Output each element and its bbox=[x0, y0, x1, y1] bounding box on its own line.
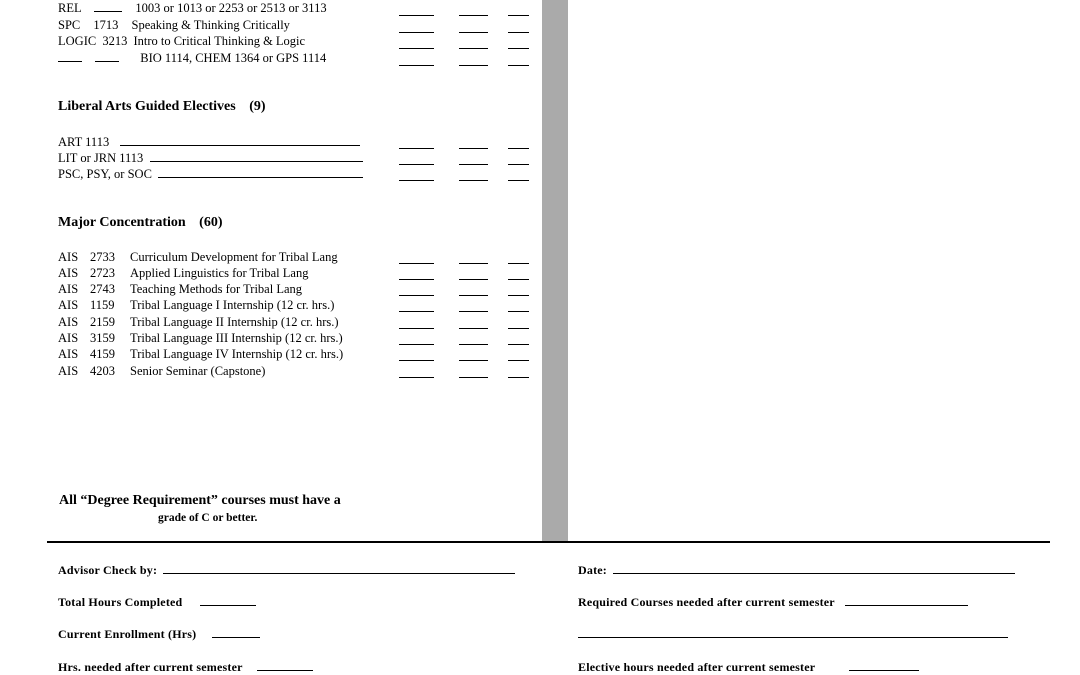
hours-blank[interactable] bbox=[459, 32, 488, 33]
semester-blank[interactable] bbox=[399, 295, 434, 296]
total-hours-input-line[interactable] bbox=[200, 594, 256, 606]
course-code-blank[interactable] bbox=[58, 51, 82, 62]
current-enrollment-field bbox=[58, 626, 260, 642]
semester-blank[interactable] bbox=[399, 164, 434, 165]
course-code: AIS bbox=[58, 315, 79, 329]
elective-hours-label: Elective hours needed after current semester bbox=[578, 660, 816, 674]
course-title: Tribal Language II Internship (12 cr. hrs.) bbox=[130, 315, 339, 329]
course-code: AIS bbox=[58, 282, 79, 296]
course-row bbox=[58, 346, 343, 362]
grade-blank[interactable] bbox=[508, 48, 529, 49]
grade-blank[interactable] bbox=[508, 164, 529, 165]
course-row bbox=[58, 0, 327, 16]
course-title: BIO 1114, CHEM 1364 or GPS 1114 bbox=[140, 51, 327, 65]
hours-blank[interactable] bbox=[459, 180, 488, 181]
elective-fill-line[interactable] bbox=[120, 135, 360, 146]
semester-blank[interactable] bbox=[399, 328, 434, 329]
current-enrollment-label: Current Enrollment (Hrs) bbox=[58, 627, 197, 641]
grade-blank[interactable] bbox=[508, 279, 529, 280]
course-code: AIS bbox=[58, 347, 79, 361]
course-title: Senior Seminar (Capstone) bbox=[130, 364, 266, 378]
hours-blank[interactable] bbox=[459, 279, 488, 280]
hours-blank[interactable] bbox=[459, 15, 488, 16]
course-number: 3159 bbox=[90, 331, 115, 345]
grade-note-line2: grade of C or better. bbox=[158, 512, 258, 524]
elective-label: ART 1113 bbox=[58, 135, 110, 149]
grade-blank[interactable] bbox=[508, 328, 529, 329]
hours-blank[interactable] bbox=[459, 311, 488, 312]
course-row bbox=[58, 33, 305, 49]
major-heading bbox=[58, 215, 223, 231]
semester-blank[interactable] bbox=[399, 148, 434, 149]
course-title: Intro to Critical Thinking & Logic bbox=[133, 34, 306, 48]
course-code: AIS bbox=[58, 250, 79, 264]
grade-blank[interactable] bbox=[508, 180, 529, 181]
grade-blank[interactable] bbox=[508, 344, 529, 345]
hours-blank[interactable] bbox=[459, 164, 488, 165]
elective-row bbox=[58, 150, 363, 166]
current-enrollment-input-line[interactable] bbox=[212, 626, 260, 638]
course-title: Applied Linguistics for Tribal Lang bbox=[130, 266, 309, 280]
course-number: 2743 bbox=[90, 282, 115, 296]
course-number: 1159 bbox=[90, 298, 115, 312]
grade-blank[interactable] bbox=[508, 311, 529, 312]
course-code: SPC bbox=[58, 18, 81, 32]
elective-hours-input-line[interactable] bbox=[849, 659, 919, 671]
course-title: Tribal Language III Internship (12 cr. hrs.) bbox=[130, 331, 343, 345]
course-row bbox=[58, 314, 339, 330]
grade-note-line1: All “Degree Requirement” courses must have a bbox=[59, 493, 341, 508]
course-title: Tribal Language IV Internship (12 cr. hrs.) bbox=[130, 347, 344, 361]
course-title: Tribal Language I Internship (12 cr. hrs.) bbox=[130, 298, 335, 312]
course-number: 2159 bbox=[90, 315, 115, 329]
semester-blank[interactable] bbox=[399, 344, 434, 345]
semester-blank[interactable] bbox=[399, 311, 434, 312]
liberal-arts-heading bbox=[58, 99, 266, 115]
hours-blank[interactable] bbox=[459, 48, 488, 49]
course-code: AIS bbox=[58, 266, 79, 280]
semester-blank[interactable] bbox=[399, 279, 434, 280]
course-code: AIS bbox=[58, 364, 79, 378]
course-row bbox=[58, 330, 343, 346]
elective-fill-line[interactable] bbox=[150, 151, 363, 162]
elective-fill-line[interactable] bbox=[158, 167, 363, 178]
semester-blank[interactable] bbox=[399, 377, 434, 378]
course-number: 2733 bbox=[90, 250, 115, 264]
section-hours: (60) bbox=[199, 215, 223, 230]
course-title: 1003 or 1013 or 2253 or 2513 or 3113 bbox=[135, 1, 327, 15]
date-field bbox=[578, 562, 1015, 578]
course-code: LOGIC bbox=[58, 34, 97, 48]
course-code: REL bbox=[58, 1, 82, 15]
hours-blank[interactable] bbox=[459, 360, 488, 361]
course-row bbox=[58, 281, 302, 297]
course-number: 1713 bbox=[93, 18, 119, 32]
hours-blank[interactable] bbox=[459, 328, 488, 329]
advisor-check-field bbox=[58, 562, 515, 578]
grade-blank[interactable] bbox=[508, 65, 529, 66]
total-hours-label: Total Hours Completed bbox=[58, 595, 183, 609]
hours-blank[interactable] bbox=[459, 148, 488, 149]
grade-blank[interactable] bbox=[508, 263, 529, 264]
semester-blank[interactable] bbox=[399, 32, 434, 33]
semester-blank[interactable] bbox=[399, 180, 434, 181]
course-row bbox=[58, 50, 326, 66]
elective-hours-field bbox=[578, 659, 919, 675]
course-row bbox=[58, 249, 338, 265]
hrs-needed-label: Hrs. needed after current semester bbox=[58, 660, 243, 674]
section-divider bbox=[47, 541, 1050, 543]
course-number: 3213 bbox=[102, 34, 128, 48]
section-hours: (9) bbox=[249, 99, 266, 114]
advisor-input-line[interactable] bbox=[163, 562, 515, 574]
course-number-blank[interactable] bbox=[94, 1, 122, 12]
section-title: Major Concentration bbox=[58, 215, 186, 230]
hours-blank[interactable] bbox=[459, 65, 488, 66]
grade-blank[interactable] bbox=[508, 295, 529, 296]
required-courses-label: Required Courses needed after current semester bbox=[578, 595, 835, 609]
date-label: Date: bbox=[578, 563, 607, 577]
required-courses-extra-line[interactable] bbox=[578, 637, 1008, 638]
course-number-blank[interactable] bbox=[95, 51, 119, 62]
hours-blank[interactable] bbox=[459, 295, 488, 296]
semester-blank[interactable] bbox=[399, 360, 434, 361]
semester-blank[interactable] bbox=[399, 48, 434, 49]
course-number: 4203 bbox=[90, 364, 115, 378]
course-number: 2723 bbox=[90, 266, 115, 280]
grade-blank[interactable] bbox=[508, 32, 529, 33]
hours-blank[interactable] bbox=[459, 263, 488, 264]
required-courses-input-line[interactable] bbox=[845, 594, 968, 606]
total-hours-field bbox=[58, 594, 256, 610]
section-title: Liberal Arts Guided Electives bbox=[58, 99, 236, 114]
semester-blank[interactable] bbox=[399, 263, 434, 264]
grade-blank[interactable] bbox=[508, 360, 529, 361]
required-courses-field bbox=[578, 594, 968, 610]
course-title: Teaching Methods for Tribal Lang bbox=[130, 282, 303, 296]
course-title: Curriculum Development for Tribal Lang bbox=[130, 250, 338, 264]
grade-blank[interactable] bbox=[508, 377, 529, 378]
column-divider bbox=[542, 0, 568, 543]
course-row bbox=[58, 297, 334, 313]
grade-blank[interactable] bbox=[508, 148, 529, 149]
hours-blank[interactable] bbox=[459, 377, 488, 378]
elective-label: PSC, PSY, or SOC bbox=[58, 167, 152, 181]
course-row bbox=[58, 363, 265, 379]
elective-row bbox=[58, 134, 360, 150]
course-number: 4159 bbox=[90, 347, 115, 361]
advisor-label: Advisor Check by: bbox=[58, 563, 158, 577]
course-code: AIS bbox=[58, 298, 79, 312]
hours-blank[interactable] bbox=[459, 344, 488, 345]
elective-row bbox=[58, 166, 363, 182]
elective-label: LIT or JRN 1113 bbox=[58, 151, 144, 165]
hrs-needed-field bbox=[58, 659, 313, 675]
hrs-needed-input-line[interactable] bbox=[257, 659, 313, 671]
semester-blank[interactable] bbox=[399, 15, 434, 16]
date-input-line[interactable] bbox=[613, 562, 1015, 574]
grade-blank[interactable] bbox=[508, 15, 529, 16]
course-code: AIS bbox=[58, 331, 79, 345]
course-row bbox=[58, 17, 290, 33]
course-row bbox=[58, 265, 308, 281]
semester-blank[interactable] bbox=[399, 65, 434, 66]
course-title: Speaking & Thinking Critically bbox=[131, 18, 290, 32]
